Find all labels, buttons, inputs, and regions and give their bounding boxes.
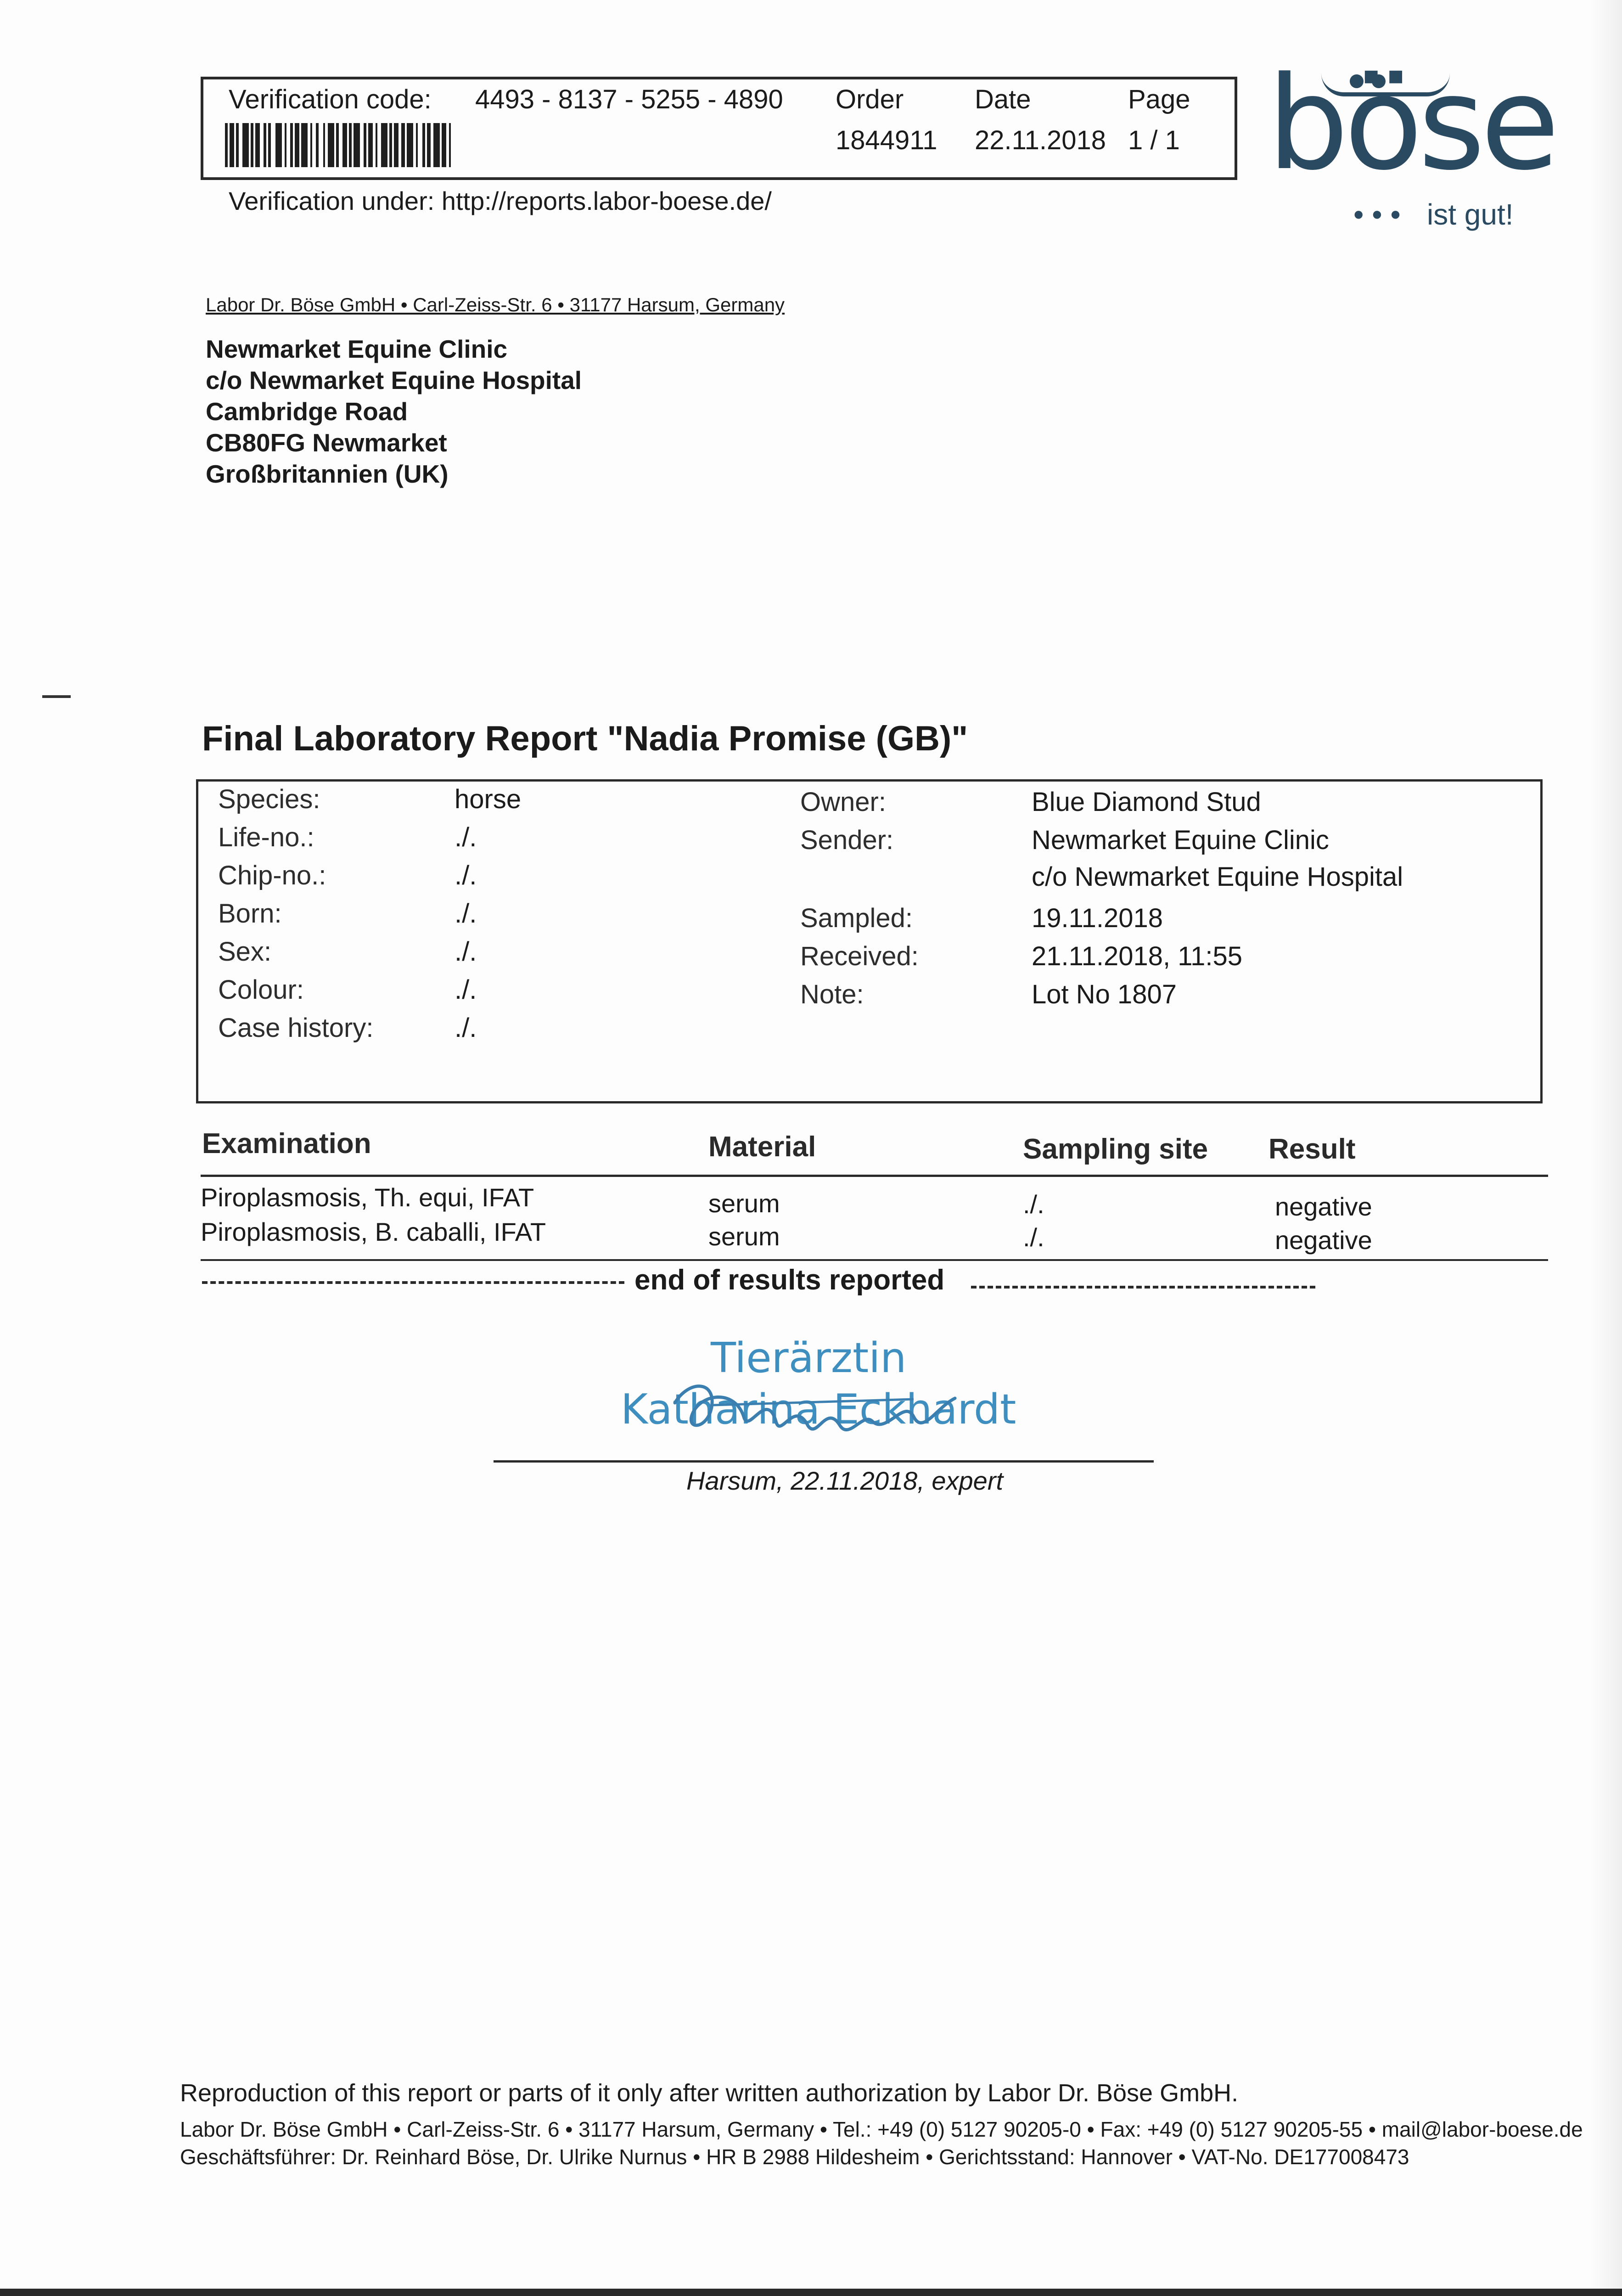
barcode-bar [427, 123, 431, 167]
info-label: Species: [218, 784, 320, 814]
barcode-gap [260, 123, 264, 167]
info-value: ./. [455, 937, 477, 967]
sender-return-line: Labor Dr. Böse GmbH • Carl-Zeiss-Str. 6 • 31177 Harsum, Germany [206, 294, 785, 315]
scan-shadow [1590, 0, 1622, 2296]
received-value: 21.11.2018, 11:55 [1032, 941, 1243, 971]
address-line: Newmarket Equine Clinic [206, 335, 508, 363]
barcode-bar [401, 123, 405, 167]
handwritten-signature [657, 1371, 987, 1449]
table-header-rule [201, 1175, 1548, 1177]
barcode-gap [339, 123, 342, 167]
recipient-address [206, 333, 582, 490]
address-line: CB80FG Newmarket [206, 428, 447, 457]
logo-wordmark: böse [1267, 49, 1555, 199]
order-label: Order [836, 84, 904, 114]
table-bottom-rule [201, 1259, 1548, 1261]
verification-code-label: Verification code: [229, 84, 432, 114]
barcode-bar [242, 123, 249, 167]
page-label: Page [1128, 84, 1190, 114]
report-title: Final Laboratory Report "Nadia Promise (GB)" [202, 719, 968, 758]
barcode-gap [418, 123, 422, 167]
info-label: Life-no.: [218, 822, 314, 852]
column-header-material: Material [708, 1131, 816, 1163]
end-of-results-text: end of results reported [634, 1264, 945, 1296]
date-value: 22.11.2018 [975, 125, 1106, 155]
barcode-bar [255, 123, 260, 167]
info-label: Sex: [218, 937, 272, 967]
signature-caption: Harsum, 22.11.2018, expert [686, 1466, 1004, 1495]
date-label: Date [975, 84, 1031, 114]
note-value: Lot No 1807 [1032, 979, 1177, 1009]
received-label: Received: [800, 941, 919, 971]
verification-url: Verification under: http://reports.labor-boese.de/ [229, 186, 772, 215]
address-line: c/o Newmarket Equine Hospital [206, 366, 582, 394]
result-cell: negative [1275, 1192, 1372, 1221]
barcode-bar [354, 123, 360, 167]
signature-rule [494, 1460, 1154, 1463]
examination-cell: Piroplasmosis, B. caballi, IFAT [201, 1217, 546, 1246]
barcode-gap [360, 123, 364, 167]
fold-mark [42, 695, 71, 698]
barcode-bar [295, 123, 299, 167]
stamp-name: Katharina Eckhardt [621, 1385, 1016, 1434]
stamp-title: Tierärztin [711, 1334, 907, 1382]
sampled-value: 19.11.2018 [1032, 903, 1163, 933]
material-cell: serum [708, 1189, 780, 1218]
owner-value: Blue Diamond Stud [1032, 787, 1261, 817]
logo-tagline-dots: • • • [1353, 198, 1401, 231]
footer-company-contact: Labor Dr. Böse GmbH • Carl-Zeiss-Str. 6 • 31177 Harsum, Germany • Tel.: +49 (0) 5127 90205-0 • Fax: +49 (0) 5127 90205-55 • mail@labor-boese.de [180, 2117, 1583, 2141]
column-header-examination: Examination [202, 1128, 371, 1159]
footer-legal: Geschäftsführer: Dr. Reinhard Böse, Dr. Ulrike Nurnus • HR B 2988 Hildesheim • Gerichtsstand: Hannover • VAT-No. DE177008473 [180, 2145, 1409, 2169]
owner-label: Owner: [800, 787, 886, 817]
info-value: ./. [455, 1013, 477, 1043]
note-label: Note: [800, 979, 864, 1009]
info-label: Chip-no.: [218, 861, 326, 890]
barcode-bar [301, 123, 308, 167]
barcode-bar [394, 123, 398, 167]
barcode-gap [286, 123, 290, 167]
barcode-bar [368, 123, 373, 167]
examination-cell: Piroplasmosis, Th. equi, IFAT [201, 1183, 534, 1212]
barcode-bar [442, 123, 446, 167]
address-line: Cambridge Road [206, 397, 408, 426]
info-label: Case history: [218, 1013, 374, 1043]
sender-value-line2: c/o Newmarket Equine Hospital [1032, 862, 1403, 892]
info-value: ./. [455, 899, 477, 929]
logo-tagline: ist gut! [1427, 198, 1514, 231]
material-cell: serum [708, 1222, 780, 1251]
barcode-bar [433, 123, 440, 167]
sampling-site-cell: ./. [1023, 1190, 1044, 1219]
page-value: 1 / 1 [1128, 125, 1180, 155]
address-line: Großbritannien (UK) [206, 460, 449, 488]
order-value: 1844911 [836, 125, 937, 155]
barcode-gap [271, 123, 275, 167]
sampling-site-cell: ./. [1023, 1223, 1044, 1252]
result-cell: negative [1275, 1226, 1372, 1255]
info-value: ./. [455, 861, 477, 890]
barcode [225, 123, 560, 167]
barcode-gap [377, 123, 381, 167]
barcode-gap [312, 123, 316, 167]
info-label: Born: [218, 899, 282, 929]
barcode-gap [239, 123, 242, 167]
barcode-bar [381, 123, 387, 167]
end-rule-right [971, 1286, 1315, 1289]
barcode-bar [230, 123, 234, 167]
barcode-bar [328, 123, 334, 167]
sender-value: Newmarket Equine Clinic [1032, 825, 1329, 855]
barcode-bar [407, 123, 413, 167]
footer-reproduction-notice: Reproduction of this report or parts of it only after written authorization by Labor Dr. Böse GmbH. [180, 2079, 1239, 2107]
verification-code-value: 4493 - 8137 - 5255 - 4890 [475, 84, 783, 114]
end-rule-left [202, 1281, 624, 1284]
barcode-bar [342, 123, 347, 167]
info-label: Colour: [218, 975, 304, 1005]
info-value: ./. [455, 822, 477, 852]
sender-label: Sender: [800, 825, 894, 855]
barcode-bar [275, 123, 282, 167]
column-header-result: Result [1268, 1133, 1356, 1165]
barcode-gap [319, 123, 323, 167]
info-value: ./. [455, 975, 477, 1005]
sampled-label: Sampled: [800, 903, 913, 933]
info-value: horse [455, 784, 522, 814]
column-header-sampling-site: Sampling site [1023, 1133, 1208, 1165]
scan-bottom-edge [0, 2289, 1622, 2296]
barcode-gap [451, 123, 455, 167]
